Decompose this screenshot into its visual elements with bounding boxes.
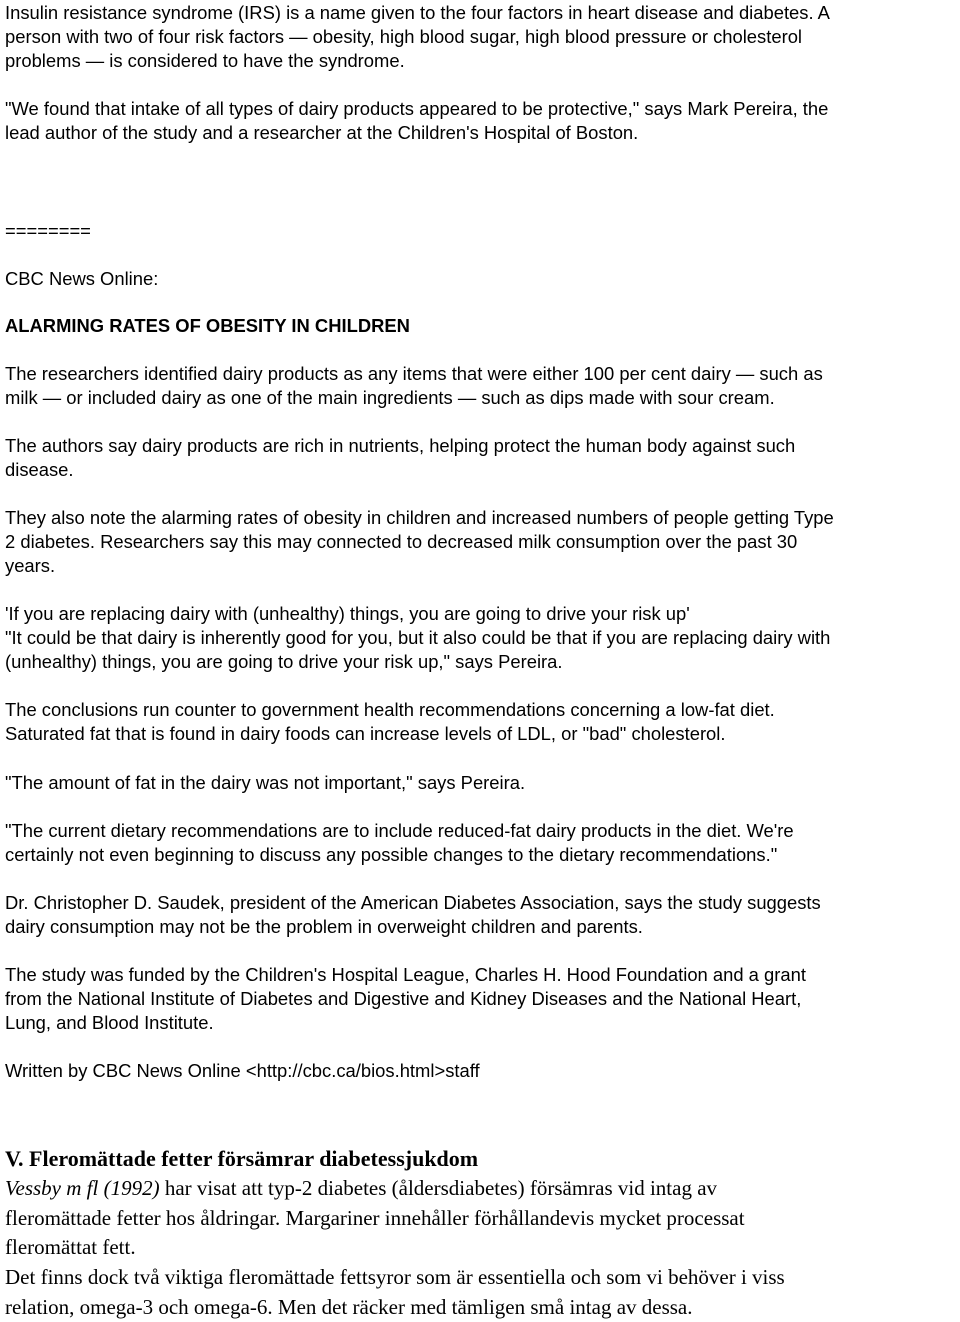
- paragraph-essential-fatty-acids: Det finns dock två viktiga fleromättade fettsyror som är essentiella och som vi behöver i viss relation, omega-3 och omega-6. Men det räcker med tämligen små intag av dessa.: [5, 1265, 785, 1319]
- separator-line: ========: [5, 220, 91, 241]
- paragraph-amount-of-fat: "The amount of fat in the dairy was not important," says Pereira.: [5, 772, 526, 793]
- byline: Written by CBC News Online <http://cbc.ca/bios.html>staff: [5, 1060, 480, 1081]
- paragraph-dietary-recommendations: "The current dietary recommendations are to include reduced-fat dairy products in the diet. We're certainly not even beginning to discuss any possible changes to the dietary recommendations.": [5, 820, 794, 865]
- paragraph-saudek: Dr. Christopher D. Saudek, president of the American Diabetes Association, says the study suggests dairy consumption may not be the problem in overweight children and parents.: [5, 892, 821, 937]
- article-headline: ALARMING RATES OF OBESITY IN CHILDREN: [5, 315, 410, 336]
- source-label: CBC News Online:: [5, 268, 159, 289]
- paragraph-obesity-rates: They also note the alarming rates of obesity in children and increased numbers of people getting Type 2 diabetes. Researchers say this may connected to decreased milk consumption over the past 30 years.: [5, 507, 834, 576]
- citation: Vessby m fl (1992): [5, 1176, 160, 1200]
- paragraph-vessby-text: har visat att typ-2 diabetes (åldersdiabetes) försämras vid intag av fleromättade fetter hos åldringar. Margariner innehåller förhållandevis mycket processat fleromättat fett.: [5, 1176, 745, 1259]
- section-heading: V. Fleromättade fetter försämrar diabetessjukdom: [5, 1146, 479, 1171]
- paragraph-irs-definition: Insulin resistance syndrome (IRS) is a name given to the four factors in heart disease and diabetes. A person with two of four risk factors — obesity, high blood sugar, high blood pressure or cholesterol problems — is considered to have the syndrome.: [5, 2, 830, 71]
- paragraph-nutrients: The authors say dairy products are rich in nutrients, helping protect the human body against such disease.: [5, 435, 796, 480]
- paragraph-vessby: [5, 1174, 956, 1263]
- paragraph-conclusions: The conclusions run counter to government health recommendations concerning a low-fat diet. Saturated fat that is found in dairy foods can increase levels of LDL, or "bad" cholesterol.: [5, 699, 775, 744]
- paragraph-replacing-dairy: 'If you are replacing dairy with (unhealthy) things, you are going to drive your risk up' "It could be that dairy is inherently good for you, but it also could be that if you are replacing dairy with (unhealthy) things, you are going to drive your risk up," says Pereira.: [5, 603, 831, 672]
- paragraph-pereira-quote: "We found that intake of all types of dairy products appeared to be protective," says Mark Pereira, the lead author of the study and a researcher at the Children's Hospital of Boston.: [5, 98, 829, 143]
- paragraph-funding: The study was funded by the Children's Hospital League, Charles H. Hood Foundation and a grant from the National Institute of Diabetes and Digestive and Kidney Diseases and the National Heart, Lung, and Blood Institute.: [5, 964, 806, 1033]
- paragraph-dairy-definition: The researchers identified dairy products as any items that were either 100 per cent dairy — such as milk — or included dairy as one of the main ingredients — such as dips made with sour cream.: [5, 363, 823, 408]
